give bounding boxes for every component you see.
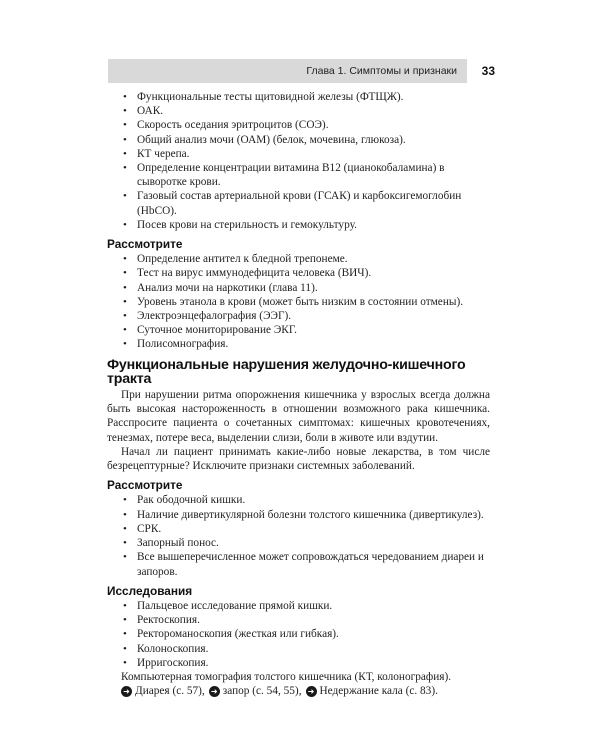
list-item: • Ирригоскопия. [107,656,490,670]
consider-list [107,493,490,578]
list-item: • ОАК. [107,104,490,118]
list-item: • Посев крови на стерильность и гемокультуру. [107,218,490,232]
cross-reference: Диарея (с. 57), [135,685,205,698]
list-item: • Наличие дивертикулярной болезни толстого кишечника (дивертикулез). [107,508,490,522]
list-item: • Анализ мочи на наркотики (глава 11). [107,281,490,295]
consider-heading: Рассмотрите [107,478,183,493]
page-number: 33 [481,64,495,78]
list-item: • КТ черепа. [107,147,490,161]
list-item: • Тест на вирус иммунодефицита человека (ВИЧ). [107,266,490,280]
list-item: • Ректороманоскопия (жесткая или гибкая). [107,627,490,641]
list-item: • Суточное мониторирование ЭКГ. [107,323,490,337]
list-item: • СРК. [107,522,490,536]
list-item: • Уровень этанола в крови (может быть низким в состоянии отмены). [107,295,490,309]
consider-list [107,252,490,351]
list-item: • Все вышеперечисленное может сопровождаться чередованием диареи и запоров. [107,550,490,578]
list-item: • Электроэнцефалография (ЭЭГ). [107,309,490,323]
tests-list [107,90,490,232]
page-content [107,90,490,698]
list-item: • Газовый состав артериальной крови (ГСАК) и карбоксигемоглобин (HbCO). [107,189,490,217]
investigations-heading: Исследования [107,583,193,598]
list-item: • Функциональные тесты щитовидной железы (ФТЩЖ). [107,90,490,104]
running-header [108,59,495,83]
list-item: • Колоноскопия. [107,642,490,656]
section-title: Функциональные нарушения желудочно-кишечного тракта [107,356,466,387]
list-item: • Определение концентрации витамина B12 (цианокобаламина) в сыворотке крови. [107,161,490,189]
investigations-list [107,599,490,670]
arrow-right-icon: ➜ [121,686,132,697]
list-item: • Скорость оседания эритроцитов (СОЭ). [107,118,490,132]
cross-reference: запор (с. 54, 55), [222,685,302,698]
list-item: • Общий анализ мочи (ОАМ) (белок, мочевина, глюкоза). [107,133,490,147]
list-item: • Запорный понос. [107,536,490,550]
cross-reference: Недержание кала (с. 83). [319,685,438,698]
arrow-right-icon: ➜ [306,686,317,697]
paragraph: Начал ли пациент принимать какие-либо новые лекарства, в том числе безрецептурные? Исключите признаки системных заболеваний. [107,445,490,473]
arrow-right-icon: ➜ [209,686,220,697]
chapter-title: Глава 1. Симптомы и признаки [108,59,467,83]
list-item: • Ректоскопия. [107,613,490,627]
list-item: • Пальцевое исследование прямой кишки. [107,599,490,613]
list-item: • Рак ободочной кишки. [107,493,490,507]
list-item: • Полисомнография. [107,337,490,351]
list-item: • Определение антител к бледной трепонеме. [107,252,490,266]
paragraph: При нарушении ритма опорожнения кишечника у взрослых всегда должна быть высокая настороженность в отношении возможного рака кишечника. Расспросите пациента о сочетанных симптомах: кишечных кровотечениях, тенезмах, потере веса, выделении слизи, боли в животе или вздутии. [107,389,490,444]
consider-heading: Рассмотрите [107,237,183,252]
ct-line: Компьютерная томография толстого кишечника (КТ, колонография). [121,670,452,683]
cross-references [107,684,490,698]
